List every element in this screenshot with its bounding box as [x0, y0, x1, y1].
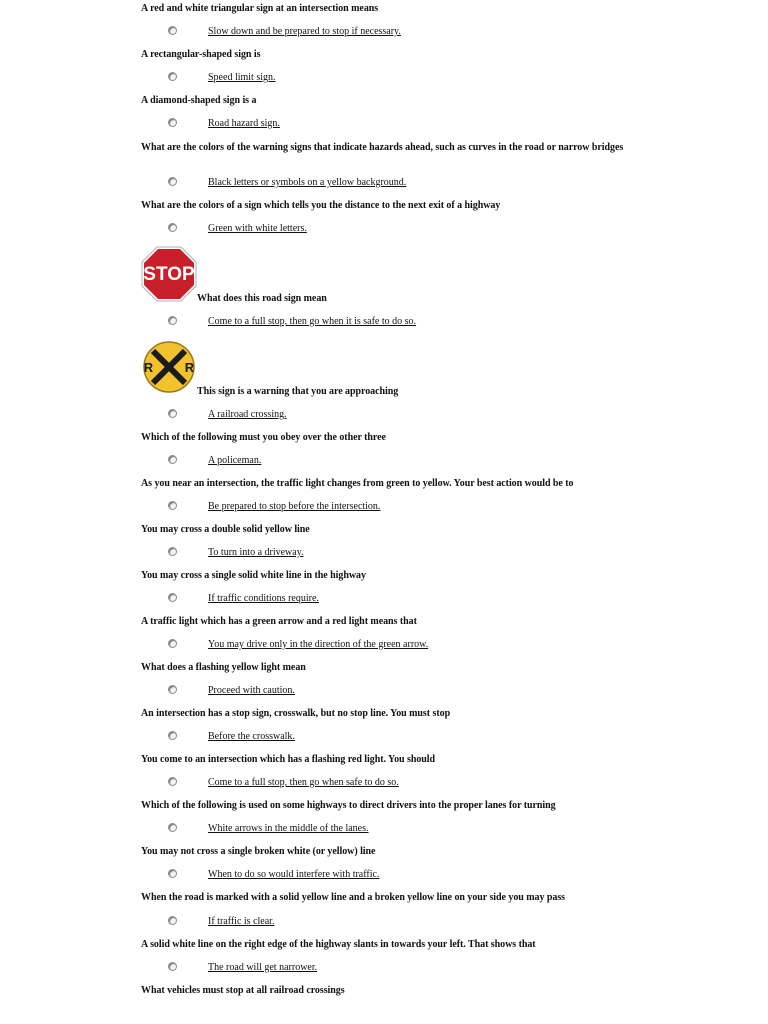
railroad-sign-text: R R: [143, 360, 209, 375]
answer-radio-12[interactable]: [168, 639, 177, 648]
answer-radio-1[interactable]: [168, 26, 177, 35]
answer-9: Be prepared to stop before the intersection.: [208, 501, 381, 512]
answer-1: Slow down and be prepared to stop if necessary.: [208, 26, 401, 37]
question-5: What are the colors of a sign which tells you the distance to the next exit of a highway: [141, 200, 501, 211]
answer-14: Before the crosswalk.: [208, 731, 295, 742]
answer-18: If traffic is clear.: [208, 916, 275, 927]
question-6: What does this road sign mean: [197, 293, 327, 304]
answer-19: The road will get narrower.: [208, 962, 318, 973]
question-10: You may cross a double solid yellow line: [141, 524, 310, 535]
answer-radio-19[interactable]: [168, 962, 177, 971]
answer-radio-2[interactable]: [168, 72, 177, 81]
answer-8: A policeman.: [208, 455, 262, 466]
question-14: An intersection has a stop sign, crosswalk, but no stop line. You must stop: [141, 708, 451, 719]
answer-radio-8[interactable]: [168, 455, 177, 464]
question-9: As you near an intersection, the traffic light changes from green to yellow. Your best action would be to: [141, 478, 574, 489]
question-8: Which of the following must you obey over the other three: [141, 432, 386, 443]
answer-radio-5[interactable]: [168, 223, 177, 232]
answer-radio-18[interactable]: [168, 916, 177, 925]
question-16: Which of the following is used on some highways to direct drivers into the proper lanes for turning: [141, 800, 556, 811]
answer-15: Come to a full stop, then go when safe to do so.: [208, 777, 399, 788]
answer-4: Black letters or symbols on a yellow background.: [208, 177, 407, 188]
railroad-crossing-sign-image: [141, 340, 209, 394]
answer-13: Proceed with caution.: [208, 685, 295, 696]
question-12: A traffic light which has a green arrow and a red light means that: [141, 616, 417, 627]
question-1: A red and white triangular sign at an intersection means: [141, 3, 379, 14]
answer-radio-6[interactable]: [168, 316, 177, 325]
answer-radio-10[interactable]: [168, 547, 177, 556]
question-18: When the road is marked with a solid yellow line and a broken yellow line on your side you may pass: [141, 892, 566, 903]
answer-5: Green with white letters.: [208, 223, 307, 234]
stop-sign-text: STOP: [143, 264, 195, 285]
answer-radio-17[interactable]: [168, 869, 177, 878]
answer-6: Come to a full stop, then go when it is safe to do so.: [208, 316, 417, 327]
answer-radio-7[interactable]: [168, 409, 177, 418]
answer-7: A railroad crossing.: [208, 409, 287, 420]
answer-10: To turn into a driveway.: [208, 547, 304, 558]
answer-radio-13[interactable]: [168, 685, 177, 694]
question-3: A diamond-shaped sign is a: [141, 95, 257, 106]
answer-3: Road hazard sign.: [208, 118, 280, 129]
answer-radio-15[interactable]: [168, 777, 177, 786]
answer-12: You may drive only in the direction of the green arrow.: [208, 639, 429, 650]
stop-sign-image: [141, 246, 197, 302]
answer-radio-16[interactable]: [168, 823, 177, 832]
question-2: A rectangular-shaped sign is: [141, 49, 261, 60]
answer-radio-11[interactable]: [168, 593, 177, 602]
answer-radio-4[interactable]: [168, 177, 177, 186]
question-11: You may cross a single solid white line in the highway: [141, 570, 366, 581]
answer-radio-3[interactable]: [168, 118, 177, 127]
question-20: What vehicles must stop at all railroad crossings: [141, 985, 345, 996]
answer-radio-14[interactable]: [168, 731, 177, 740]
question-4: What are the colors of the warning signs that indicate hazards ahead, such as curves in the road or narrow bridges: [141, 142, 624, 153]
question-13: What does a flashing yellow light mean: [141, 662, 306, 673]
question-15: You come to an intersection which has a flashing red light. You should: [141, 754, 436, 765]
answer-17: When to do so would interfere with traffic.: [208, 869, 380, 880]
question-7: This sign is a warning that you are approaching: [197, 386, 399, 397]
answer-16: White arrows in the middle of the lanes.: [208, 823, 369, 834]
answer-2: Speed limit sign.: [208, 72, 276, 83]
answer-11: If traffic conditions require.: [208, 593, 319, 604]
answer-radio-9[interactable]: [168, 501, 177, 510]
question-17: You may not cross a single broken white (or yellow) line: [141, 846, 376, 857]
question-19: A solid white line on the right edge of the highway slants in towards your left. That shows that: [141, 939, 536, 950]
